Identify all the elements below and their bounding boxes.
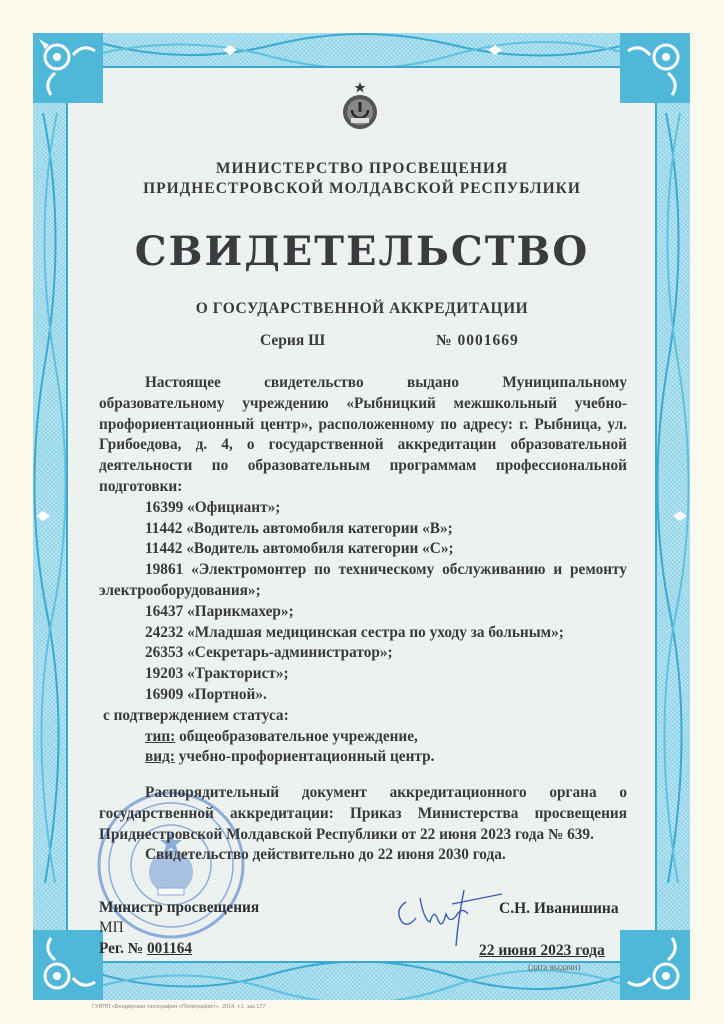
reg-label: Рег. № (99, 940, 147, 957)
registration-number (99, 940, 192, 958)
program-item: 24232 «Младшая медицинская сестра по уходу за больным»; (145, 623, 564, 641)
program-item: 19203 «Тракторист»; (145, 665, 289, 683)
status-kind-value: учебно-профориентационный центр. (174, 748, 435, 766)
issue-date: 22 июня 2023 года (479, 942, 605, 959)
status-kind-label: вид: (145, 748, 175, 766)
document-subtitle: О ГОСУДАРСТВЕННОЙ АККРЕДИТАЦИИ (195, 300, 529, 317)
ministry-name-line1: МИНИСТЕРСТВО ПРОСВЕЩЕНИЯ (215, 160, 509, 177)
seal-mark: МП (99, 919, 124, 936)
ministry-name-line2: ПРИДНЕСТРОВСКОЙ МОЛДАВСКОЙ РЕСПУБЛИКИ (143, 180, 581, 197)
document-title: СВИДЕТЕЛЬСТВО (134, 228, 590, 275)
program-item: 11442 «Водитель автомобиля категории «В»; (145, 519, 453, 537)
issue-date-caption: (дата выдачи) (528, 962, 581, 972)
program-item: 16909 «Портной». (145, 685, 267, 703)
corner-ornament-icon (33, 930, 103, 1000)
program-item: 11442 «Водитель автомобиля категории «С»; (145, 540, 454, 558)
status-kind (99, 747, 627, 768)
status-label: с подтверждением статуса: (103, 706, 289, 724)
minister-title: Министр просвещения (99, 899, 260, 916)
program-item: 19861 «Электромонтер по техническому обслуживанию и ремонту электрооборудования»; (99, 561, 627, 599)
state-emblem-icon (338, 82, 382, 132)
wave-ornament-bottom (33, 962, 690, 1000)
status-type-label: тип: (145, 727, 176, 745)
intro-paragraph: Настоящее свидетельство выдано Муниципальному образовательному учреждению «Рыбницкий межшкольный учебно-профориентационный центр», расположенному по адресу: г. Рыбница, ул. Грибоедова, д. 4, о государственной аккредитации образовательной деятельности по образовательным программам профессиональной подготовки: (99, 374, 627, 495)
wave-ornament-top (33, 33, 690, 67)
corner-ornament-icon (620, 33, 690, 103)
printer-note: ГУИПП «Бендерская типография «Полиграфист», 2014, т.1, зак.177 (92, 1004, 266, 1010)
corner-ornament-icon (620, 930, 690, 1000)
program-item: 26353 «Секретарь-администратор»; (145, 644, 393, 662)
order-section (99, 783, 627, 866)
status-type (99, 727, 627, 748)
program-item: 16437 «Парикмахер»; (145, 602, 294, 620)
series-label: Серия Ш (260, 332, 326, 349)
order-text: Распорядительный документ аккредитационного органа о государственной аккредитации: Приказ Министерства просвещения Приднестровской Молдавской Республики от 22 июня 2023 года № 639. (99, 784, 627, 843)
certificate-body (99, 373, 627, 768)
status-type-value: общеобразовательное учреждение, (175, 727, 418, 745)
signer-name: С.Н. Иванишина (499, 900, 619, 917)
corner-ornament-icon (33, 33, 103, 103)
reg-number: 001164 (147, 940, 193, 957)
signature-icon (388, 880, 503, 950)
validity-text: Свидетельство действительно до 22 июня 2030 года. (145, 846, 506, 864)
program-item: 16399 «Официант»; (145, 498, 281, 516)
certificate-number: № 0001669 (436, 332, 519, 349)
